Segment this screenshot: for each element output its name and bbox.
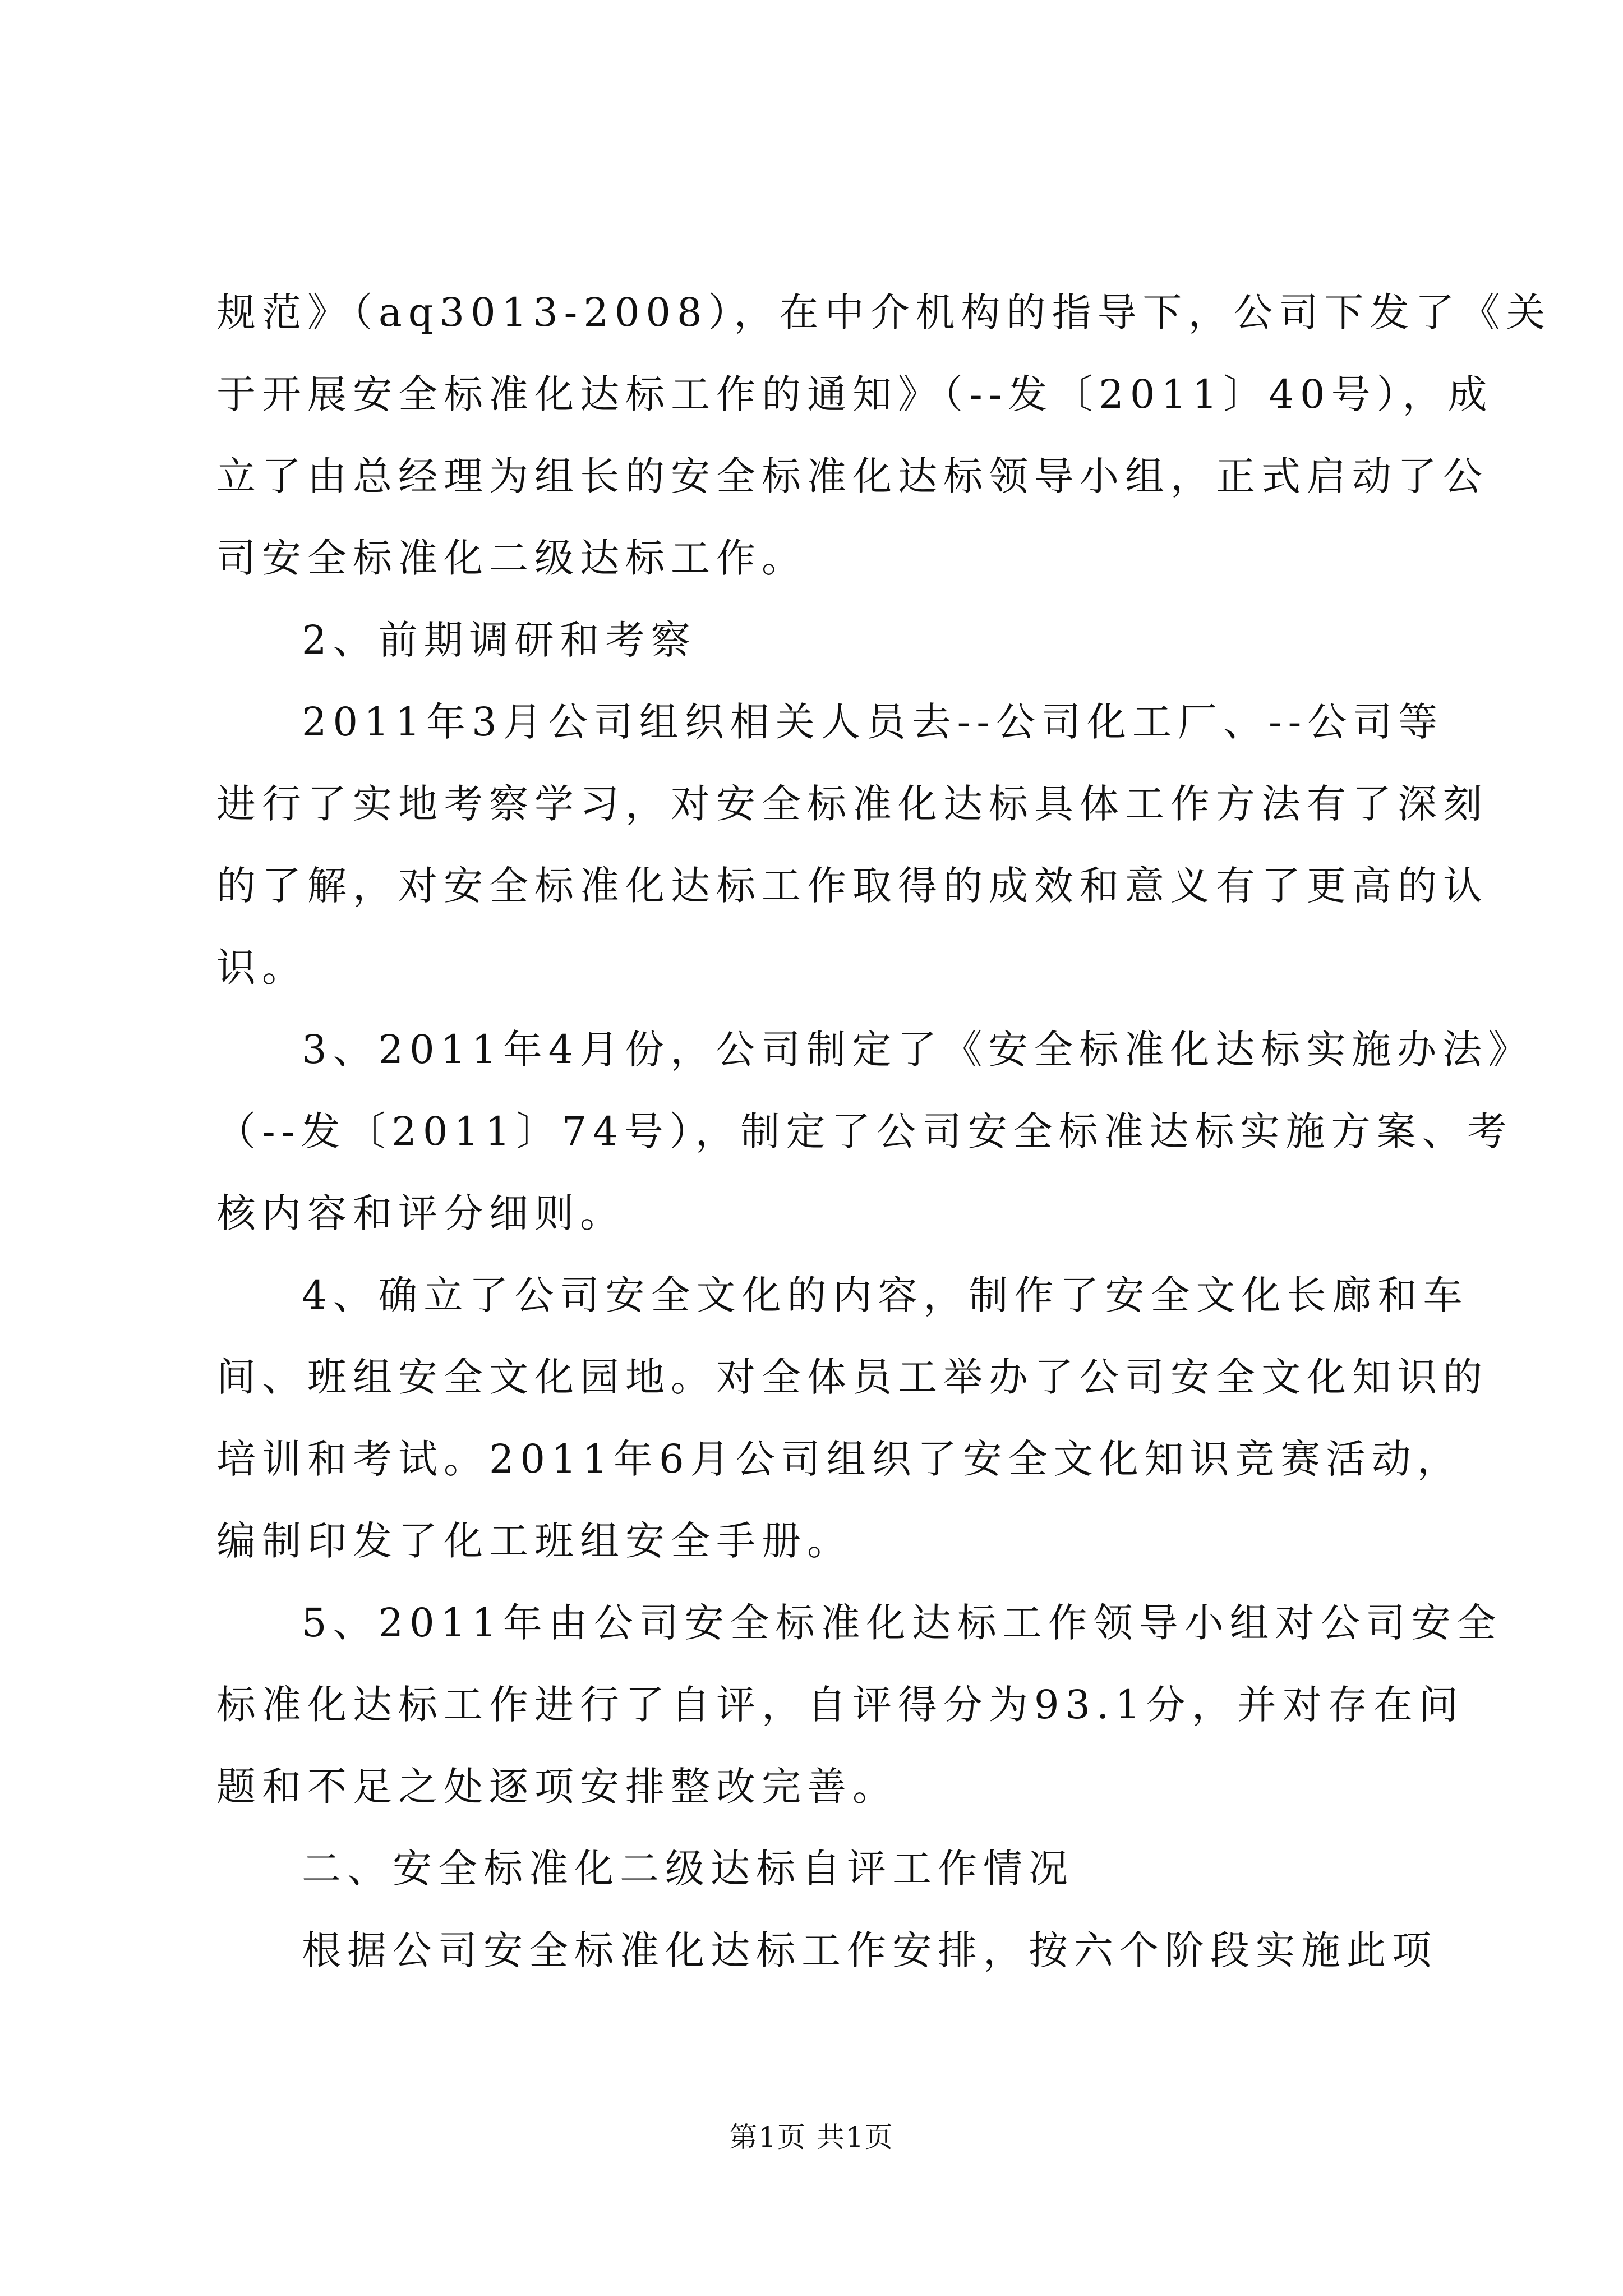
text-line-1: 规范》（aq3013-2008），在中介机构的指导下，公司下发了《关: [216, 289, 1552, 335]
text-line-10: 3、2011年4月份，公司制定了《安全标准化达标实施办法》: [302, 1027, 1534, 1073]
text-line-16: 编制印发了化工班组安全手册。: [216, 1518, 852, 1564]
text-line-19: 题和不足之处逐项安排整改完善。: [216, 1764, 898, 1810]
text-line-9: 识。: [216, 945, 307, 991]
section-heading-2: 2、前期调研和考察: [302, 617, 697, 663]
text-line-7: 进行了实地考察学习，对安全标准化达标具体工作方法有了深刻: [216, 781, 1488, 827]
text-line-12: 核内容和评分细则。: [216, 1190, 625, 1236]
text-line-8: 的了解，对安全标准化达标工作取得的成效和意义有了更高的认: [216, 863, 1488, 909]
text-line-15: 培训和考试。2011年6月公司组织了安全文化知识竞赛活动，: [216, 1436, 1463, 1482]
page-footer: 第1页 共1页: [729, 2121, 894, 2154]
section-heading-two: 二、安全标准化二级达标自评工作情况: [302, 1846, 1074, 1892]
body-text: [216, 272, 1552, 1991]
text-line-17: 5、2011年由公司安全标准化达标工作领导小组对公司安全: [302, 1600, 1502, 1646]
text-line-3: 立了由总经理为组长的安全标准化达标领导小组，正式启动了公: [216, 453, 1488, 499]
text-line-13: 4、确立了公司安全文化的内容，制作了安全文化长廊和车: [302, 1272, 1469, 1318]
text-line-4: 司安全标准化二级达标工作。: [216, 535, 807, 581]
text-line-21: 根据公司安全标准化达标工作安排，按六个阶段实施此项: [302, 1927, 1437, 1973]
text-line-2: 于开展安全标准化达标工作的通知》（--发〔2011〕40号），成: [216, 371, 1493, 417]
text-line-11: （--发〔2011〕74号），制定了公司安全标准达标实施方案、考: [216, 1108, 1513, 1154]
text-line-14: 间、班组安全文化园地。对全体员工举办了公司安全文化知识的: [216, 1354, 1488, 1400]
text-line-6: 2011年3月公司组织相关人员去--公司化工厂、--公司等: [302, 699, 1444, 745]
text-line-18: 标准化达标工作进行了自评，自评得分为93.1分，并对存在问: [216, 1682, 1464, 1728]
